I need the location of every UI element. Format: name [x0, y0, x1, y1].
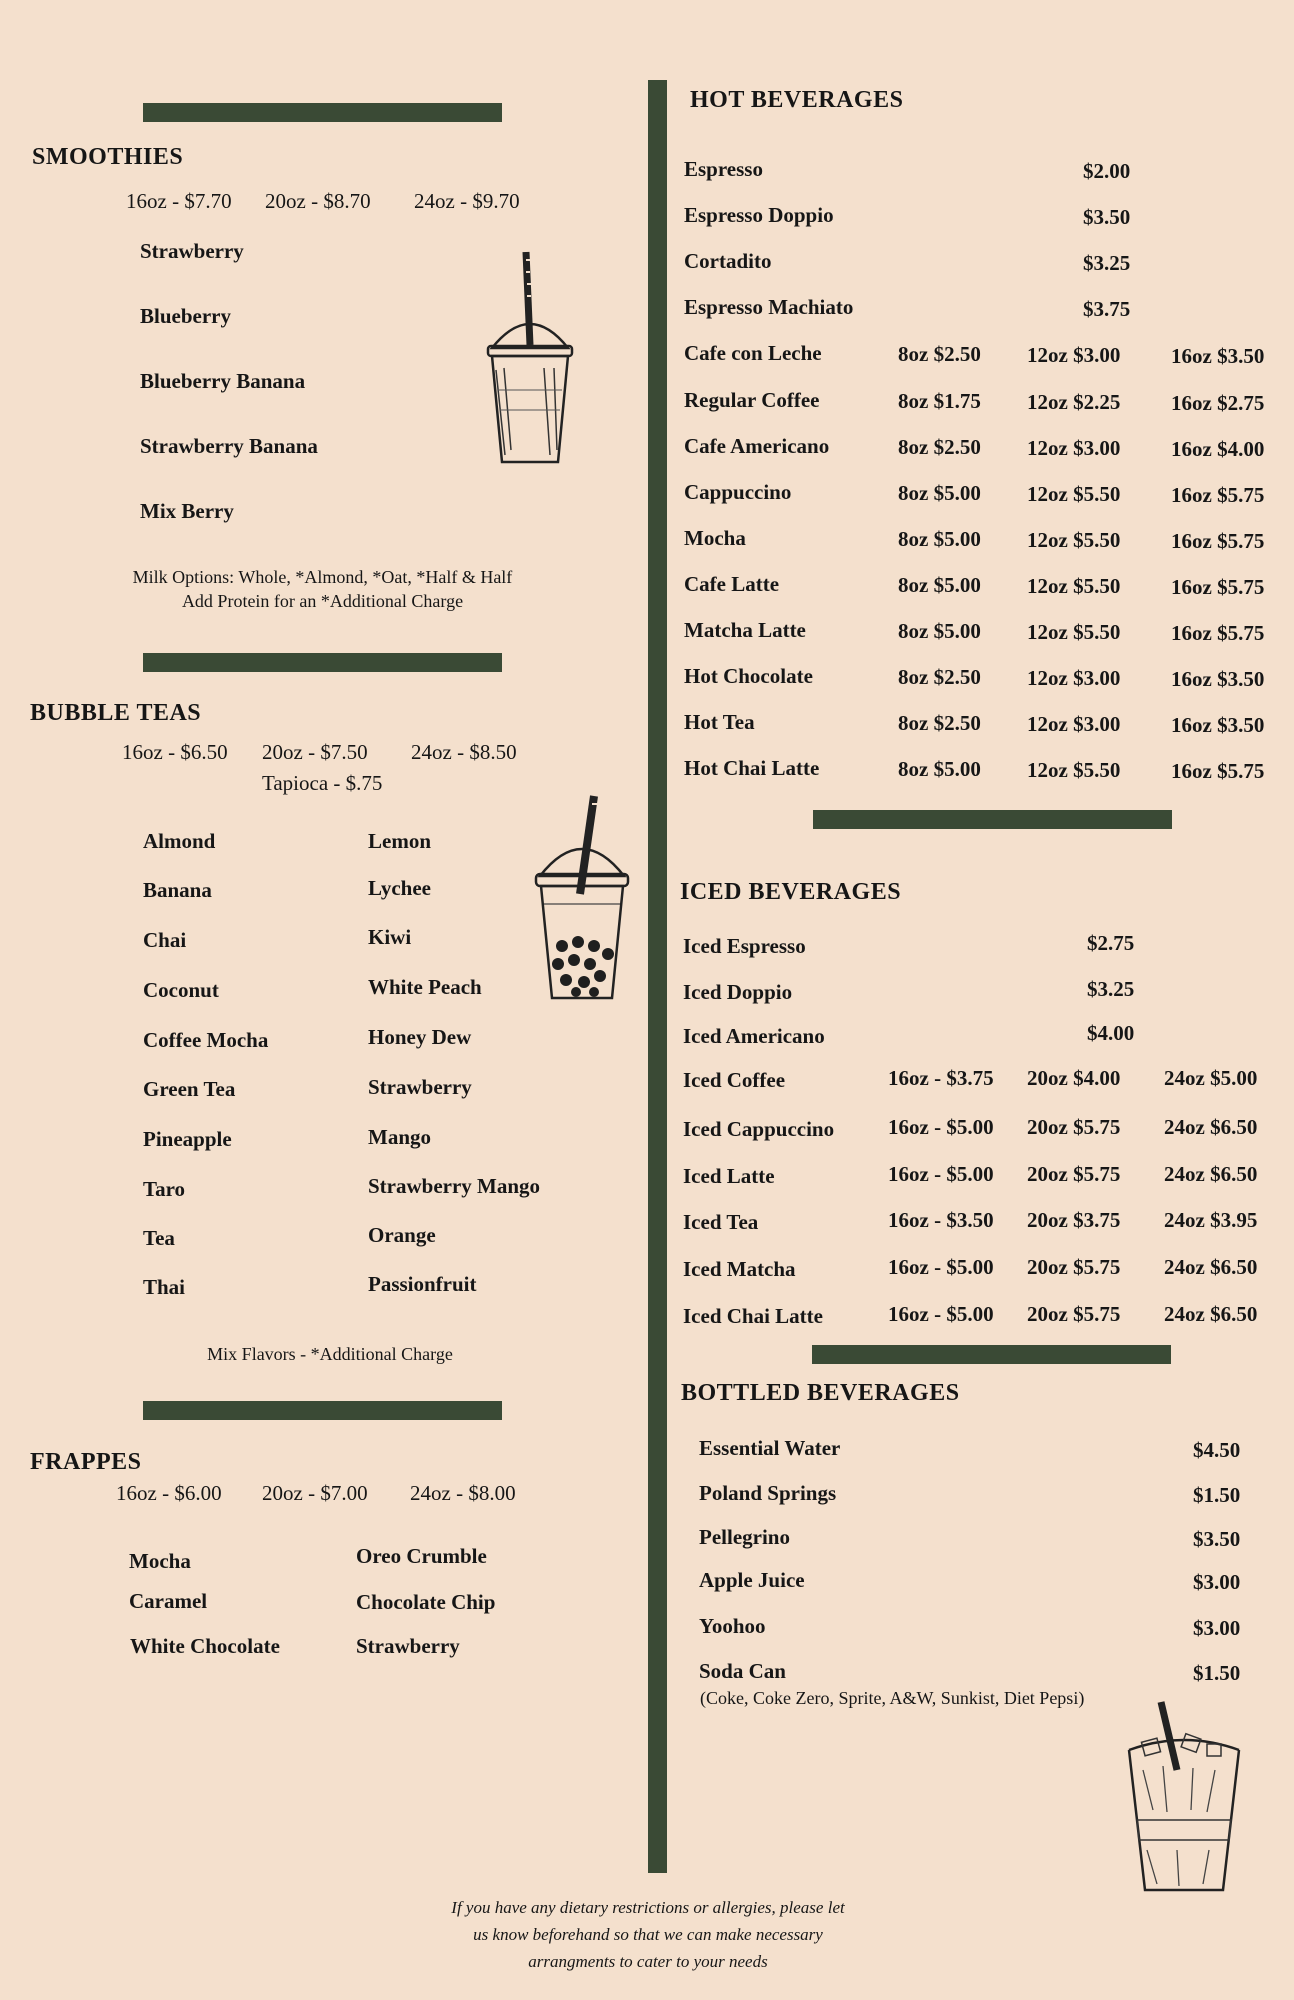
- iced-beverage-medium: 20oz $3.75: [1027, 1208, 1121, 1232]
- hot-beverage-price: $3.75: [1083, 297, 1131, 322]
- hot-beverage-large: 16oz $3.50: [1171, 667, 1265, 692]
- divider-bar-iced: [813, 810, 1172, 829]
- bubble-tea-item: Thai: [143, 1275, 186, 1299]
- bubble-tea-item: Coconut: [143, 978, 219, 1002]
- iced-drink-cup-icon: [1123, 1700, 1245, 1895]
- iced-beverage-price: $4.00: [1087, 1021, 1135, 1045]
- hot-beverage-medium: 12oz $3.00: [1027, 435, 1121, 460]
- hot-beverage-name: Hot Tea: [684, 710, 755, 735]
- bubble-tea-item: Taro: [143, 1177, 186, 1201]
- dietary-notice-line: us know beforehand so that we can make necessary: [473, 1925, 823, 1944]
- iced-beverage-medium: 20oz $4.00: [1027, 1066, 1121, 1090]
- hot-beverage-medium: 12oz $3.00: [1027, 666, 1121, 691]
- hot-beverage-name: Hot Chocolate: [684, 664, 813, 689]
- iced-beverage-large: 24oz $6.50: [1164, 1255, 1258, 1279]
- hot-beverage-small: 8oz $5.00: [898, 526, 981, 551]
- bottled-beverage-price: $3.00: [1193, 1616, 1241, 1640]
- smoothies-size-medium: 20oz - $8.70: [265, 189, 371, 213]
- divider-bar-smoothies: [143, 103, 502, 122]
- bubble-tea-item: Green Tea: [143, 1077, 236, 1101]
- hot-beverage-large: 16oz $5.75: [1171, 759, 1265, 784]
- hot-beverage-small: 8oz $5.00: [898, 619, 981, 643]
- smoothies-protein-note: Add Protein for an *Additional Charge: [181, 591, 464, 611]
- hot-beverage-small: 8oz $2.50: [898, 711, 981, 736]
- smoothie-item: Blueberry: [140, 304, 231, 328]
- iced-beverage-name: Iced Americano: [683, 1024, 825, 1048]
- hot-beverage-price: $3.25: [1083, 251, 1131, 276]
- hot-beverage-name: Cafe Latte: [684, 571, 780, 596]
- hot-beverage-medium: 12oz $3.00: [1027, 343, 1121, 368]
- hot-beverage-name: Regular Coffee: [684, 387, 820, 412]
- bubble-tea-cup-icon: [532, 794, 632, 1002]
- hot-beverage-medium: 12oz $2.25: [1027, 389, 1121, 414]
- bubble-tea-item: Strawberry: [368, 1075, 472, 1099]
- hot-beverage-name: Espresso Machiato: [684, 295, 854, 320]
- hot-beverage-name: Cortadito: [684, 249, 772, 274]
- frappe-item: Strawberry: [356, 1634, 460, 1658]
- hot-beverage-medium: 12oz $5.50: [1027, 481, 1121, 506]
- bubble-tea-item: Honey Dew: [368, 1025, 472, 1049]
- bottled-beverage-name: Soda Can: [699, 1659, 786, 1683]
- bottled-beverage-price: $4.50: [1193, 1438, 1241, 1462]
- iced-beverage-medium: 20oz $5.75: [1027, 1162, 1121, 1186]
- divider-bar-bottled: [812, 1345, 1171, 1364]
- hot-beverage-large: 16oz $5.75: [1171, 574, 1265, 599]
- smoothies-heading: SMOOTHIES: [32, 144, 184, 170]
- bottled-beverage-name: Essential Water: [699, 1436, 841, 1460]
- hot-beverage-large: 16oz $4.00: [1171, 436, 1265, 461]
- bubble-tea-item: Orange: [368, 1223, 436, 1247]
- smoothie-item: Strawberry: [140, 239, 244, 263]
- frappe-item: Oreo Crumble: [356, 1544, 487, 1568]
- frappes-heading: FRAPPES: [30, 1449, 142, 1475]
- smoothie-item: Blueberry Banana: [140, 369, 306, 393]
- iced-beverage-medium: 20oz $5.75: [1027, 1255, 1121, 1279]
- iced-beverage-small: 16oz - $3.75: [888, 1066, 994, 1090]
- bubble-tea-item: Almond: [143, 829, 216, 853]
- hot-beverage-small: 8oz $1.75: [898, 388, 981, 413]
- bubble-tea-item: Banana: [143, 878, 212, 902]
- iced-beverage-name: Iced Coffee: [683, 1068, 786, 1092]
- iced-beverage-large: 24oz $3.95: [1164, 1208, 1258, 1232]
- frappe-item: Mocha: [129, 1549, 191, 1573]
- hot-beverage-name: Hot Chai Latte: [684, 756, 820, 781]
- bottled-beverages-heading: BOTTLED BEVERAGES: [681, 1380, 960, 1406]
- iced-beverage-small: 16oz - $5.00: [888, 1115, 994, 1139]
- dietary-notice-line: arrangments to cater to your needs: [528, 1952, 768, 1971]
- iced-beverage-small: 16oz - $3.50: [888, 1208, 994, 1232]
- iced-beverage-small: 16oz - $5.00: [888, 1255, 994, 1279]
- hot-beverage-large: 16oz $3.50: [1171, 344, 1265, 369]
- hot-beverage-name: Cappuccino: [684, 479, 792, 504]
- bubble-teas-heading: BUBBLE TEAS: [30, 700, 202, 726]
- mix-flavors-note: Mix Flavors - *Additional Charge: [207, 1344, 453, 1364]
- bottled-beverage-name: Poland Springs: [699, 1481, 837, 1505]
- divider-bar-frappes: [143, 1401, 502, 1420]
- iced-beverage-large: 24oz $6.50: [1164, 1162, 1258, 1186]
- smoothie-cup-icon: [484, 250, 576, 470]
- iced-beverages-heading: ICED BEVERAGES: [680, 879, 902, 905]
- hot-beverage-small: 8oz $5.00: [898, 480, 981, 505]
- hot-beverage-large: 16oz $5.75: [1171, 621, 1265, 645]
- iced-beverage-large: 24oz $6.50: [1164, 1302, 1258, 1326]
- iced-beverage-price: $2.75: [1087, 931, 1135, 955]
- bottled-beverage-name: Pellegrino: [699, 1525, 790, 1549]
- hot-beverage-large: 16oz $5.75: [1171, 528, 1265, 553]
- hot-beverage-name: Espresso Doppio: [684, 203, 834, 228]
- hot-beverage-large: 16oz $3.50: [1171, 713, 1265, 738]
- hot-beverages-heading: HOT BEVERAGES: [690, 87, 904, 113]
- iced-beverage-price: $3.25: [1087, 977, 1135, 1001]
- frappe-item: Chocolate Chip: [356, 1590, 496, 1614]
- bottled-beverage-price: $3.00: [1193, 1570, 1241, 1594]
- dietary-notice-line: If you have any dietary restrictions or allergies, please let: [451, 1898, 845, 1917]
- bottled-beverage-name: Apple Juice: [699, 1568, 805, 1592]
- vertical-divider: [648, 80, 667, 1873]
- smoothies-size-large: 24oz - $9.70: [414, 189, 520, 213]
- bubble-tea-item: Mango: [368, 1125, 431, 1149]
- smoothies-size-small: 16oz - $7.70: [126, 189, 232, 213]
- hot-beverage-medium: 12oz $5.50: [1027, 527, 1121, 552]
- hot-beverage-medium: 12oz $5.50: [1027, 620, 1121, 644]
- iced-beverage-name: Iced Espresso: [683, 934, 806, 958]
- iced-beverage-name: Iced Latte: [683, 1164, 775, 1188]
- bubble-tea-item: Lemon: [368, 829, 431, 853]
- hot-beverage-medium: 12oz $5.50: [1027, 573, 1121, 598]
- hot-beverage-small: 8oz $5.00: [898, 757, 981, 782]
- bottled-beverage-price: $1.50: [1193, 1661, 1241, 1685]
- hot-beverage-large: 16oz $2.75: [1171, 390, 1265, 415]
- bubble-size-medium: 20oz - $7.50: [262, 740, 368, 764]
- smoothie-item: Mix Berry: [140, 499, 234, 523]
- bubble-tea-item: Tea: [143, 1226, 175, 1250]
- hot-beverage-name: Matcha Latte: [684, 618, 806, 642]
- frappe-item: Caramel: [129, 1589, 208, 1613]
- hot-beverage-price: $3.50: [1083, 205, 1131, 230]
- iced-beverage-name: Iced Doppio: [683, 980, 793, 1004]
- hot-beverage-large: 16oz $5.75: [1171, 482, 1265, 507]
- bubble-tea-item: Strawberry Mango: [368, 1174, 541, 1198]
- hot-beverage-small: 8oz $2.50: [898, 342, 981, 367]
- tapioca-price: Tapioca - $.75: [262, 771, 383, 795]
- hot-beverage-small: 8oz $5.00: [898, 572, 981, 597]
- bottled-beverage-name: Yoohoo: [699, 1614, 766, 1638]
- hot-beverage-small: 8oz $2.50: [898, 665, 981, 690]
- frappes-size-small: 16oz - $6.00: [116, 1481, 222, 1505]
- frappe-item: White Chocolate: [130, 1634, 280, 1658]
- bubble-tea-item: Pineapple: [143, 1127, 232, 1151]
- iced-beverage-medium: 20oz $5.75: [1027, 1302, 1121, 1326]
- frappes-size-medium: 20oz - $7.00: [262, 1481, 368, 1505]
- divider-bar-bubble-teas: [143, 653, 502, 672]
- iced-beverage-small: 16oz - $5.00: [888, 1162, 994, 1186]
- frappes-size-large: 24oz - $8.00: [410, 1481, 516, 1505]
- bubble-tea-item: Passionfruit: [368, 1272, 477, 1296]
- iced-beverage-name: Iced Tea: [683, 1210, 759, 1234]
- dietary-notice: [388, 1894, 908, 1975]
- iced-beverage-medium: 20oz $5.75: [1027, 1115, 1121, 1139]
- bottled-beverage-price: $3.50: [1193, 1527, 1241, 1551]
- smoothie-item: Strawberry Banana: [140, 434, 318, 458]
- iced-beverage-name: Iced Matcha: [683, 1257, 796, 1281]
- iced-beverage-large: 24oz $5.00: [1164, 1066, 1258, 1090]
- hot-beverage-medium: 12oz $5.50: [1027, 758, 1121, 783]
- bubble-size-large: 24oz - $8.50: [411, 740, 517, 764]
- hot-beverage-medium: 12oz $3.00: [1027, 712, 1121, 737]
- bubble-tea-item: White Peach: [368, 975, 482, 999]
- hot-beverage-name: Espresso: [684, 157, 763, 181]
- bottled-beverage-price: $1.50: [1193, 1483, 1241, 1507]
- bubble-tea-item: Chai: [143, 928, 187, 952]
- bubble-tea-item: Lychee: [368, 876, 431, 900]
- hot-beverage-small: 8oz $2.50: [898, 434, 981, 459]
- smoothies-milk-note: Milk Options: Whole, *Almond, *Oat, *Half & Half: [132, 567, 513, 587]
- bubble-size-small: 16oz - $6.50: [122, 740, 228, 764]
- bubble-tea-item: Coffee Mocha: [143, 1028, 269, 1052]
- hot-beverage-name: Mocha: [684, 525, 746, 550]
- hot-beverage-name: Cafe con Leche: [684, 341, 822, 366]
- iced-beverage-small: 16oz - $5.00: [888, 1302, 994, 1326]
- iced-beverage-name: Iced Cappuccino: [683, 1117, 835, 1141]
- bubble-tea-item: Kiwi: [368, 925, 412, 949]
- soda-can-note: (Coke, Coke Zero, Sprite, A&W, Sunkist, Diet Pepsi): [700, 1688, 1085, 1708]
- iced-beverage-large: 24oz $6.50: [1164, 1115, 1258, 1139]
- hot-beverage-price: $2.00: [1083, 159, 1131, 183]
- iced-beverage-name: Iced Chai Latte: [683, 1304, 823, 1328]
- hot-beverage-name: Cafe Americano: [684, 433, 830, 458]
